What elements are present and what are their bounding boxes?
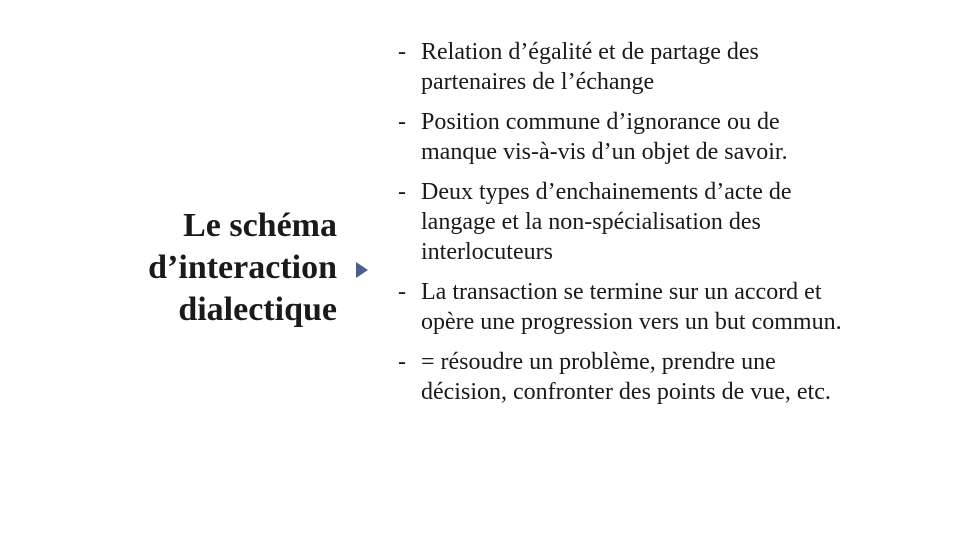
bullet-dash: - <box>398 279 406 305</box>
bullet-dash: - <box>398 39 406 65</box>
bullet-dash: - <box>398 349 406 375</box>
list-item <box>398 347 848 407</box>
bullet-dash: - <box>398 179 406 205</box>
title-line-2: d’interaction <box>148 249 337 286</box>
bullet-text: Position commune d’ignorance ou de manque vis-à-vis d’un objet de savoir. <box>421 109 788 165</box>
list-item <box>398 277 848 337</box>
bullet-dash: - <box>398 109 406 135</box>
title-line-3: dialectique <box>178 291 337 328</box>
bullet-text: Deux types d’enchainements d’acte de langage et la non-spécialisation des interlocuteurs <box>421 179 792 265</box>
bullet-text: = résoudre un problème, prendre une décision, confronter des points de vue, etc. <box>421 349 831 405</box>
slide-title <box>37 205 337 331</box>
list-item <box>398 107 848 167</box>
play-triangle-icon <box>356 262 368 278</box>
title-line-1: Le schéma <box>183 207 337 244</box>
list-item <box>398 37 848 97</box>
bullet-text: Relation d’égalité et de partage des partenaires de l’échange <box>421 39 759 95</box>
bullet-list <box>398 37 848 417</box>
list-item <box>398 177 848 267</box>
bullet-text: La transaction se termine sur un accord et opère une progression vers un but commun. <box>421 279 842 335</box>
